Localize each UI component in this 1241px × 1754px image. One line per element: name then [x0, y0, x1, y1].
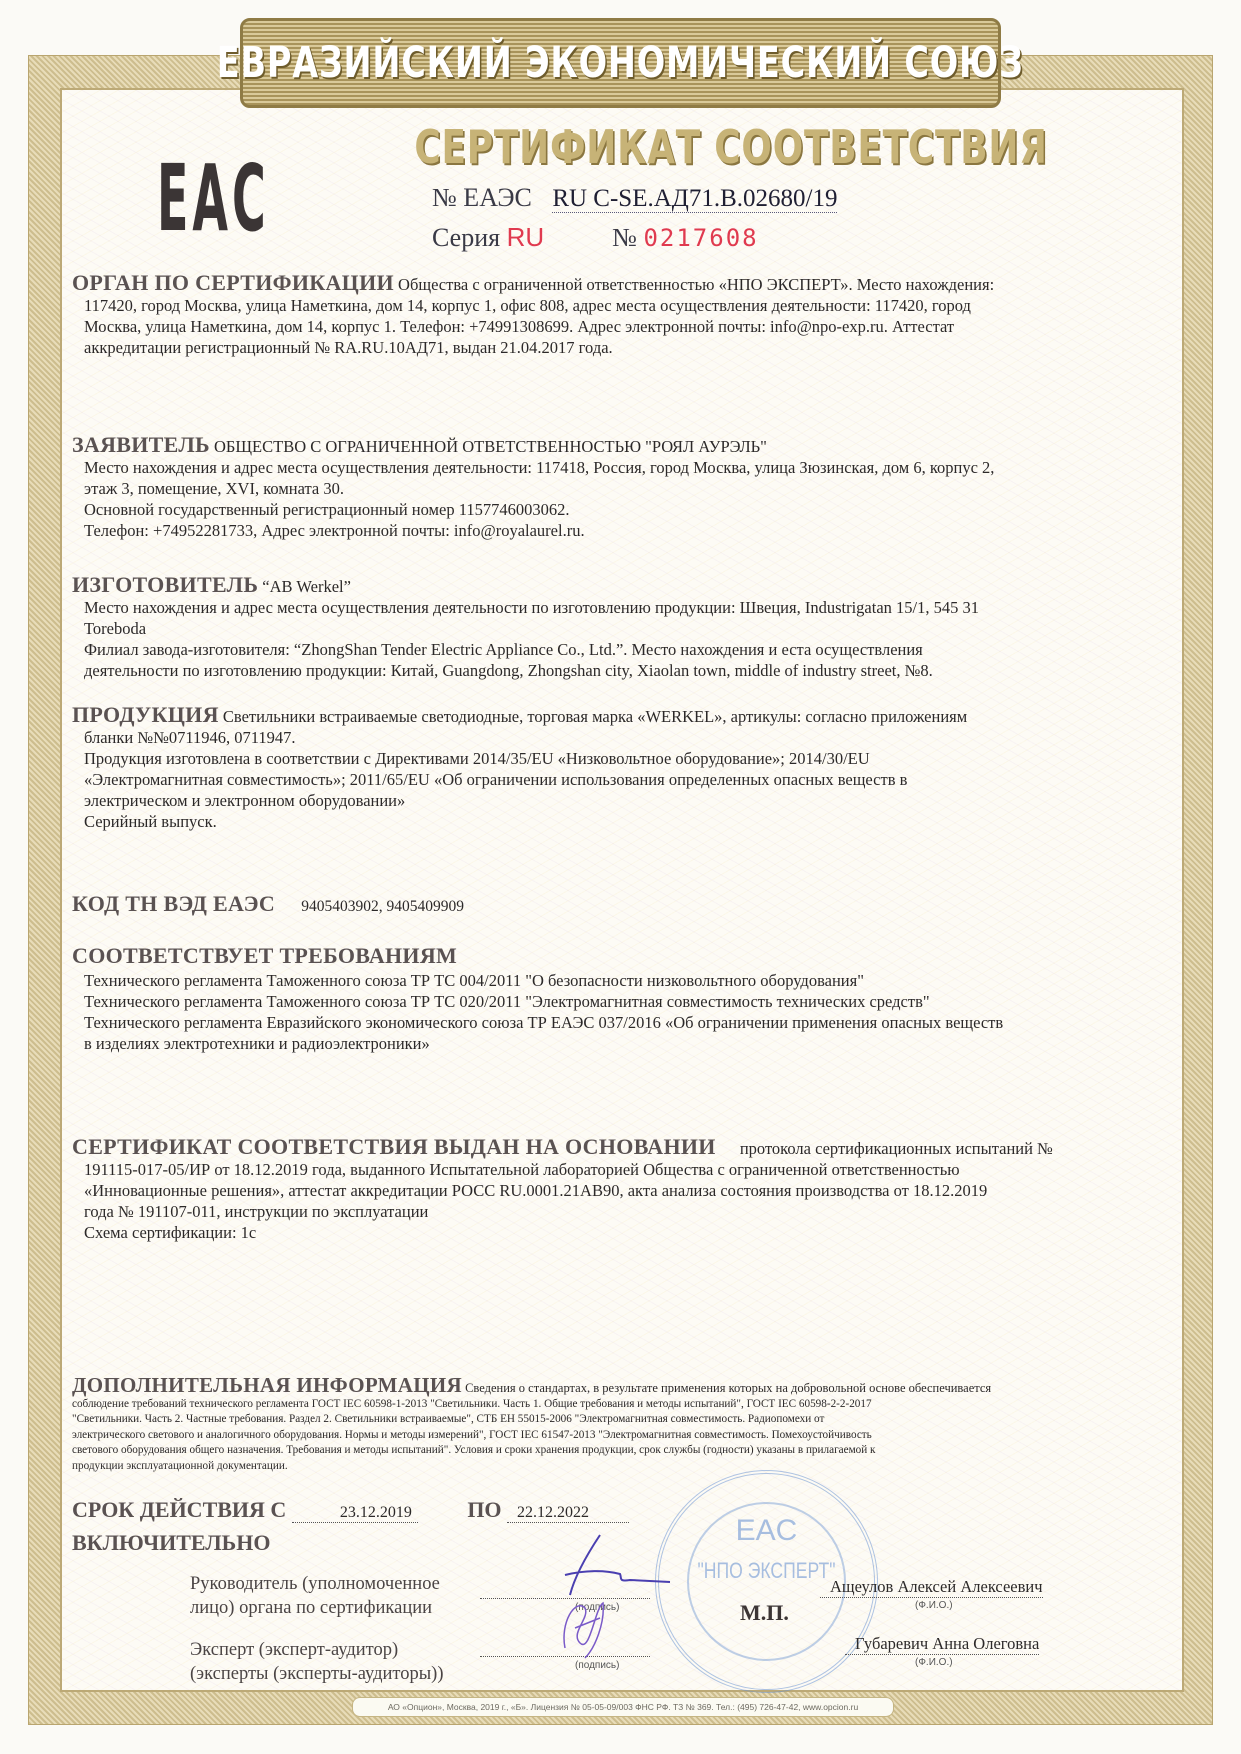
certification-body-section	[72, 272, 1132, 358]
requirements-section	[72, 945, 1132, 1054]
applicant-name: ОБЩЕСТВО С ОГРАНИЧЕННОЙ ОТВЕТСТВЕННОСТЬЮ "РОЯЛ АУРЭЛЬ"	[214, 437, 767, 456]
text-line: «Электромагнитная совместимость»; 2011/65/EU «Об ограничении использования определенных опасных веществ в	[84, 770, 908, 789]
text-line: электрического светового и аналогичного оборудования. Нормы и методы измерений", ГОСТ IEC 61547-2013 "Электромагнитная совместимость. Помехоустойчивость	[72, 1428, 872, 1441]
text-line: Основной государственный регистрационный номер 1157746003062.	[84, 500, 570, 519]
signature-caption: (подпись)	[575, 1660, 620, 1671]
label-line: Эксперт (эксперт-аудитор)	[190, 1640, 399, 1660]
seal-place-label: М.П.	[740, 1600, 789, 1625]
validity-to-date: 22.12.2022	[507, 1504, 629, 1523]
serial-label: №	[612, 223, 637, 252]
text-line: Место нахождения и адрес места осуществления деятельности: 117418, Россия, город Москва, улица Зюзинская, дом 6, корпус 2,	[84, 458, 995, 477]
section-heading: ОРГАН ПО СЕРТИФИКАЦИИ	[72, 270, 394, 295]
manufacturer-name: “AB Werkel”	[262, 577, 351, 596]
text-line: Сведения о стандартах, в результате применения которых на добровольной основе обеспечивается	[465, 1381, 992, 1395]
text-line: продукции эксплуатационной документации.	[72, 1459, 288, 1472]
text-line: "Светильники. Часть 2. Частные требования. Раздел 2. Светильники встраиваемые", СТБ ЕН 55015-2006 "Электромагнитная совместимость. Радиопомехи от	[72, 1413, 825, 1425]
label-line: лицо) органа по сертификации	[190, 1598, 433, 1618]
section-heading: ИЗГОТОВИТЕЛЬ	[72, 572, 259, 597]
section-heading: ДОПОЛНИТЕЛЬНАЯ ИНФОРМАЦИЯ	[72, 1373, 462, 1397]
text-line: 191115-017-05/ИР от 18.12.2019 года, выданного Испытательной лабораторией Общества с ограниченной ответственностью	[84, 1160, 960, 1179]
text-line: Общества с ограниченной ответственностью «НПО ЭКСПЕРТ». Место нахождения:	[398, 275, 995, 294]
text-line: Серийный выпуск.	[84, 812, 217, 831]
product-section	[72, 704, 1132, 832]
text-line: Технического регламента Таможенного союза ТР ТС 020/2011 "Электромагнитная совместимость технических средств"	[84, 992, 930, 1011]
printer-footer: АО «Опцион», Москва, 2019 г., «Б». Лицензия № 05-05-09/003 ФНС РФ. ТЗ № 369. Тел.: (495) 726-47-42, www.opcion.ru	[352, 1697, 894, 1717]
series-value: RU	[506, 222, 545, 252]
text-line: 117420, город Москва, улица Наметкина, дом 14, корпус 1, офис 808, адрес места осуществления деятельности: 117420, город	[84, 296, 971, 315]
text-line: «Инновационные решения», аттестат аккредитации РОСС RU.0001.21АВ90, акта анализа состояния производства от 18.12.2019	[84, 1181, 988, 1200]
section-heading: ЗАЯВИТЕЛЬ	[72, 432, 210, 457]
cert-number-value: RU С-SE.АД71.В.02680/19	[552, 185, 838, 212]
eac-logo-icon: EAC	[157, 145, 270, 252]
section-heading: ПРОДУКЦИЯ	[72, 702, 219, 727]
fio-caption: (Ф.И.О.)	[915, 1600, 953, 1611]
text-line: Схема сертификации: 1с	[84, 1223, 257, 1242]
text-line: года № 191107-011, инструкции по эксплуатации	[84, 1202, 429, 1221]
fio-caption: (Ф.И.О.)	[915, 1657, 953, 1668]
text-line: Место нахождения и адрес места осуществления деятельности по изготовлению продукции: Швеция, Industrigatan 15/1, 545 31	[84, 598, 979, 617]
cert-number-label: № ЕАЭС	[432, 183, 532, 212]
stamp-org-name: "НПО ЭКСПЕРТ"	[697, 1558, 836, 1583]
text-line: Москва, улица Наметкина, дом 14, корпус 1. Телефон: +74991308699. Адрес электронной почты: info@npo-exp.ru. Аттестат	[84, 317, 955, 336]
text-line: Филиал завода-изготовителя: “ZhongShan Tender Electric Appliance Co., Ltd.”. Место нахождения и еста осуществления	[84, 640, 923, 659]
additional-info-section	[72, 1373, 1142, 1474]
section-heading: СЕРТИФИКАТ СООТВЕТСТВИЯ ВЫДАН НА ОСНОВАНИИ	[72, 1134, 716, 1159]
certificate-number-row	[432, 183, 837, 213]
text-line: деятельности по изготовлению продукции: Китай, Guangdong, Zhongshan city, Xiaolan town, middle of industry street, №8.	[84, 661, 933, 680]
signature-caption: (подпись)	[575, 1602, 620, 1613]
text-line: протокола сертификационных испытаний №	[739, 1139, 1053, 1158]
text-line: Телефон: +74952281733, Адрес электронной почты: info@royalaurel.ru.	[84, 521, 585, 540]
head-signatory-label	[190, 1572, 440, 1620]
text-line: Продукция изготовлена в соответствии с Директивами 2014/35/EU «Низковольтное оборудование»; 2014/30/EU	[84, 749, 870, 768]
series-row	[432, 222, 759, 253]
text-line: электрическом и электронном оборудовании»	[84, 791, 406, 810]
section-heading: СООТВЕТСТВУЕТ ТРЕБОВАНИЯМ	[72, 943, 458, 968]
validity-from-date: 23.12.2019	[292, 1504, 418, 1523]
expert-name: Губаревич Анна Олеговна	[845, 1634, 1039, 1655]
text-line: бланки №№0711946, 0711947.	[84, 728, 296, 747]
head-name: Ащеулов Алексей Алексеевич	[820, 1577, 1043, 1598]
tnved-section	[72, 893, 1132, 917]
validity-inclusive: ВКЛЮЧИТЕЛЬНО	[72, 1530, 271, 1555]
union-banner	[217, 18, 1025, 108]
text-line: в изделиях электротехники и радиоэлектроники»	[84, 1034, 430, 1053]
text-line: аккредитации регистрационный № RA.RU.10АД71, выдан 21.04.2017 года.	[84, 338, 613, 357]
text-line: соблюдение требований технического регламента ГОСТ IEC 60598-1-2013 "Светильники. Часть 1. Общие требования и методы испытаний", ГОСТ IEC 60598-2-2-2017	[72, 1397, 872, 1410]
expert-signatory-label	[190, 1638, 444, 1686]
text-line: этаж 3, помещение, XVI, комната 30.	[84, 479, 344, 498]
series-label: Серия	[432, 223, 501, 252]
serial-value: 0217608	[643, 224, 759, 252]
validity-to-label: ПО	[467, 1497, 502, 1522]
certificate-title: СЕРТИФИКАТ СООТВЕТСТВИЯ	[414, 120, 1048, 174]
validity-row	[72, 1497, 629, 1523]
basis-section	[72, 1136, 1132, 1243]
banner-title: ЕВРАЗИЙСКИЙ ЭКОНОМИЧЕСКИЙ СОЮЗ	[217, 38, 1025, 88]
text-line: Toreboda	[84, 619, 147, 638]
label-line: (эксперты (эксперты-аудиторы))	[190, 1664, 444, 1684]
text-line: Светильники встраиваемые светодиодные, торговая марка «WERKEL», артикулы: согласно приложениям	[222, 707, 968, 726]
validity-from-label: СРОК ДЕЙСТВИЯ С	[72, 1497, 287, 1522]
section-heading: КОД ТН ВЭД ЕАЭС	[72, 891, 276, 916]
manufacturer-section	[72, 574, 1132, 681]
label-line: Руководитель (уполномоченное	[190, 1574, 440, 1594]
tnved-codes: 9405403902, 9405409909	[301, 898, 464, 915]
text-line: Технического регламента Евразийского экономического союза ТР ЕАЭС 037/2016 «Об ограничении применения опасных веществ	[84, 1013, 1004, 1032]
applicant-section	[72, 434, 1132, 541]
text-line: светового оборудования общего назначения. Требования и методы испытаний". Условия и сроки хранения продукции, срок службы (годности) указаны в прилагаемой к	[72, 1444, 876, 1456]
stamp-eac-text: EAC	[735, 1514, 798, 1547]
expert-signature-icon	[555, 1588, 615, 1668]
text-line: Технического регламента Таможенного союза ТР ТС 004/2011 "О безопасности низковольтного оборудования"	[84, 971, 864, 990]
